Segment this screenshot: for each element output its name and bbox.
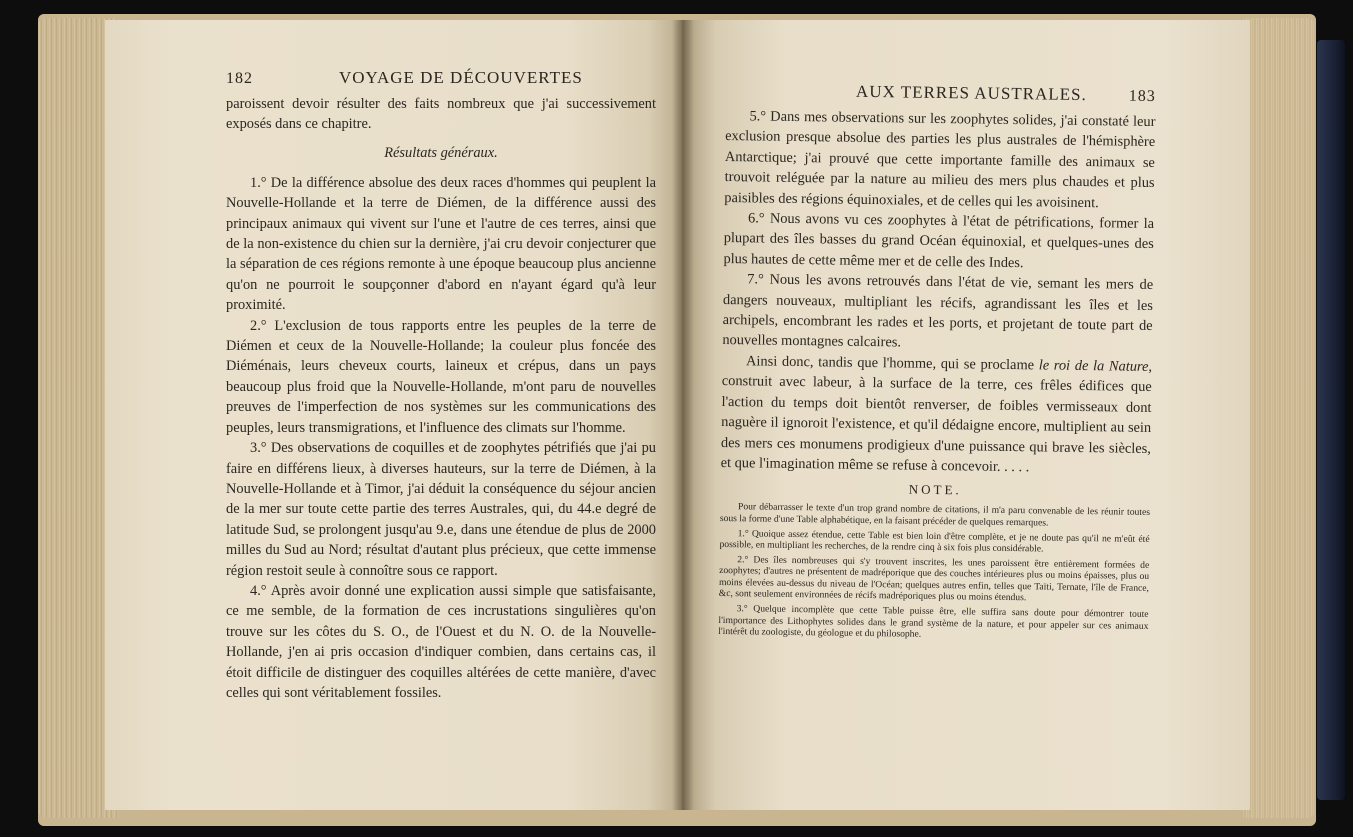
left-header-title: VOYAGE DE DÉCOUVERTES — [339, 68, 583, 87]
left-page-number: 182 — [226, 70, 253, 87]
right-page-number: 183 — [1128, 87, 1156, 106]
footnote-2: 2.° Des îles nombreuses qui s'y trouvent inscrites, les unes paroissent être entièrement formées de zoophytes; d'autres ne présentent de madréporique que des couches intérieures plus ou moins épaisses, plus ou moins élevées au-dessus du niveau de l'Océan; quelques autres enfin, telles que Taïti, Ternate, l'île de France, &c, sont seulement environnées de récifs madréporiques plus ou moins étendus. — [718, 553, 1150, 604]
paragraph-5: 5.° Dans mes observations sur les zoophytes solides, j'ai constaté leur exclusion presque absolue des parties les plus australes de l'hémisphère Antarctique; j'ai prouvé que cette importante famille des animaux se trouvoit reléguée par la nature au milieu des mers plus chaudes et plus paisibles des régions équinoxiales, et de celles qui les avoisinent. — [724, 108, 1156, 211]
left-page-text — [226, 68, 656, 703]
left-running-head — [226, 68, 656, 88]
ainsi-italic-phrase: le roi de la Nature — [1038, 357, 1149, 375]
section-title: Résultats généraux. — [384, 144, 498, 161]
paragraph-6: 6.° Nous avons vu ces zoophytes à l'état de pétrifications, former la plupart des îles basses du grand Océan équinoxial, et quelques-unes des plus hautes de cette même mer et de celle des Indes. — [723, 210, 1155, 272]
footnote-1: 1.° Quoique assez étendue, cette Table est bien loin d'être complète, et je ne doute pas qu'il ne m'eût été possible, en multipliant les recherches, de la rendre cinq à six fois plus considérable. — [719, 527, 1150, 555]
page-edges-right — [1243, 18, 1315, 818]
paragraph-7: 7.° Nous les avons retrouvés dans l'état de vie, semant les mers de dangers nouveaux, multipliant les récifs, agrandissant les îles et les archipels, encombrant les rades et les ports, et projetant de toute part de nouvelles montagnes calcaires. — [722, 271, 1154, 351]
note-title: NOTE. — [908, 481, 962, 498]
paragraph-2: 2.° L'exclusion de tous rapports entre les peuples de la terre de Diémen et ceux de la Nouvelle-Hollande; la couleur plus foncée des Diéménais, leurs cheveux courts, laineux et crépus, dans un pays beaucoup plus froid que la Nouvelle-Hollande, m'ont paru de nouvelles preuves de l'imperfection de nos systèmes sur les communications des peuples, leurs transmigrations, et l'influence des climats sur l'homme. — [226, 317, 656, 436]
right-page-text — [718, 80, 1156, 647]
footnote-intro: Pour débarrasser le texte d'un trop grand nombre de citations, il m'a paru convenable de les réunir toutes sous la forme d'une Table alphabétique, en la faisant précéder de quelques remarques. — [719, 501, 1151, 529]
ainsi-text-start: Ainsi donc, tandis que l'homme, qui se proclame — [745, 353, 1039, 374]
paragraph-3: 3.° Des observations de coquilles et de zoophytes pétrifiés que j'ai pu faire en différens lieux, à diverses hauteurs, sur la terre de Diémen, à la Nouvelle-Hollande et à Timor, j'ai déduit la conséquence du séjour ancien de la mer sur toute cette partie des terres Australes, qui, du 44.e degré de latitude Sud, se prolongent jusqu'au 9.e, dans une étendue de plus de 2000 milles du Sud au Nord; résultat d'autant plus précieux, que cette immense région restoit seule à connoître sous ce rapport. — [226, 440, 656, 579]
book-gutter — [672, 20, 694, 810]
paragraph-4: 4.° Après avoir donné une explication aussi simple que satisfaisante, ce me semble, de la formation de ces incrustations singulières qu'on trouve sur les côtes du S. O., de l'Ouest et du N. O. de la Nouvelle-Hollande, j'en ai pris occasion d'indiquer combien, dans certains cas, il étoit difficile de distinguer des coquilles altérées de cette manière, d'avec celles qui sont véritablement fossiles. — [226, 582, 656, 701]
paragraph-ainsi — [721, 351, 1153, 479]
footnote-3: 3.° Quelque incomplète que cette Table puisse être, elle suffira sans doute pour démontrer toute l'importance des Lithophytes solides dans le grand système de la nature, et pour appeler sur ces animaux l'intérêt du zoologiste, du géologue et du philosophe. — [718, 603, 1149, 641]
marbled-cover-edge — [1317, 40, 1345, 800]
paragraph-1: 1.° De la différence absolue des deux races d'hommes qui peuplent la Nouvelle-Hollande et la terre de Diémen, de la différence aussi des principaux animaux qui vivent sur l'une et l'autre de ces terres, ainsi que de la non-existence du chien sur la dernière, j'ai cru devoir conjecturer que la séparation de ces régions remonte à une époque beaucoup plus ancienne qu'on ne pourroit le soupçonner d'abord en n'ayant égard qu'à leur proximité. — [226, 174, 656, 314]
ainsi-text-end: , construit avec labeur, à la surface de la terre, ces frêles édifices que l'action du temps doit bientôt renverser, de foibles vermisseaux dont naguère il ignoroit l'existence, et qu'il dédaigne encore, multiplient au sein des mers ces monumens prodigieux d'une puissance qui brave les siècles, et que l'imagination même se refuse à concevoir. . . . . — [720, 358, 1153, 476]
intro-paragraph: paroissent devoir résulter des faits nombreux que j'ai successivement exposés dans ce chapitre. — [226, 96, 656, 133]
right-header-title: AUX TERRES AUSTRALES. — [855, 81, 1087, 105]
